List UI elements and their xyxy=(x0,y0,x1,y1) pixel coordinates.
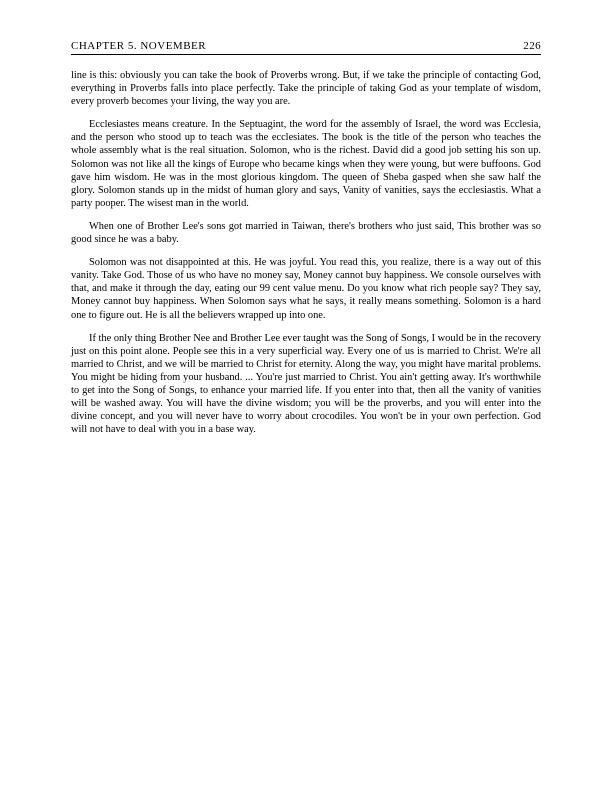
paragraph: When one of Brother Lee's sons got married in Taiwan, there's brothers who just said, This brother was so good since he was a baby. xyxy=(71,220,541,246)
page-number: 226 xyxy=(523,40,541,52)
running-head xyxy=(71,40,541,52)
paragraph: line is this: obviously you can take the book of Proverbs wrong. But, if we take the principle of contacting God, everything in Proverbs falls into place perfectly. Take the principle of taking God as your template of wisdom, every proverb becomes your living, the way you are. xyxy=(71,70,541,108)
paragraph: Ecclesiastes means creature. In the Septuagint, the word for the assembly of Israel, the word was Ecclesia, and the person who stood up to teach was the ecclesiates. The book is the title of the person who teaches the whole assembly what is the real situation. Solomon, who is the richest. David did a good job setting his son up. Solomon was not like all the kings of Europe who became kings when they were young, but were buffoons. God gave him wisdom. He was in the most glorious kingdom. The queen of Sheba gasped when she saw half the glory. Solomon stands up in the midst of human glory and says, Vanity of vanities, says the ecclesiastis. What a party pooper. The wisest man in the world. xyxy=(71,119,541,209)
paragraph: If the only thing Brother Nee and Brother Lee ever taught was the Song of Songs, I would be in the recovery just on this point alone. People see this in a very superficial way. Every one of us is married to Christ. We're all married to Christ, and we will be married to Christ for eternity. Along the way, you might have marital problems. You might be hiding from your husband. ... You're just married to Christ. You ain't getting away. It's worthwhile to get into the Song of Songs, to enhance your married life. If you enter into that, then all the vanity of vanities will be washed away. You will have the divine wisdom; you will be the proverbs, and you will enter into the divine concept, and you will never have to worry about crocodiles. You won't be in your own perfection. God will not have to deal with you in a base way. xyxy=(71,332,541,436)
header-rule xyxy=(71,54,541,55)
paragraph: Solomon was not disappointed at this. He was joyful. You read this, you realize, there is a way out of this vanity. Take God. Those of us who have no money say, Money cannot buy happiness. We console ourselves with that, and make it through the day, eating our 99 cent value menu. Do you know what rich people say? They say, Money cannot buy happiness. When Solomon says what he says, it really means something. Solomon is a hard one to figure out. He is all the believers wrapped up into one. xyxy=(71,257,541,321)
chapter-title: CHAPTER 5. NOVEMBER xyxy=(71,40,207,52)
page-content xyxy=(71,40,541,436)
body-text xyxy=(71,69,541,436)
